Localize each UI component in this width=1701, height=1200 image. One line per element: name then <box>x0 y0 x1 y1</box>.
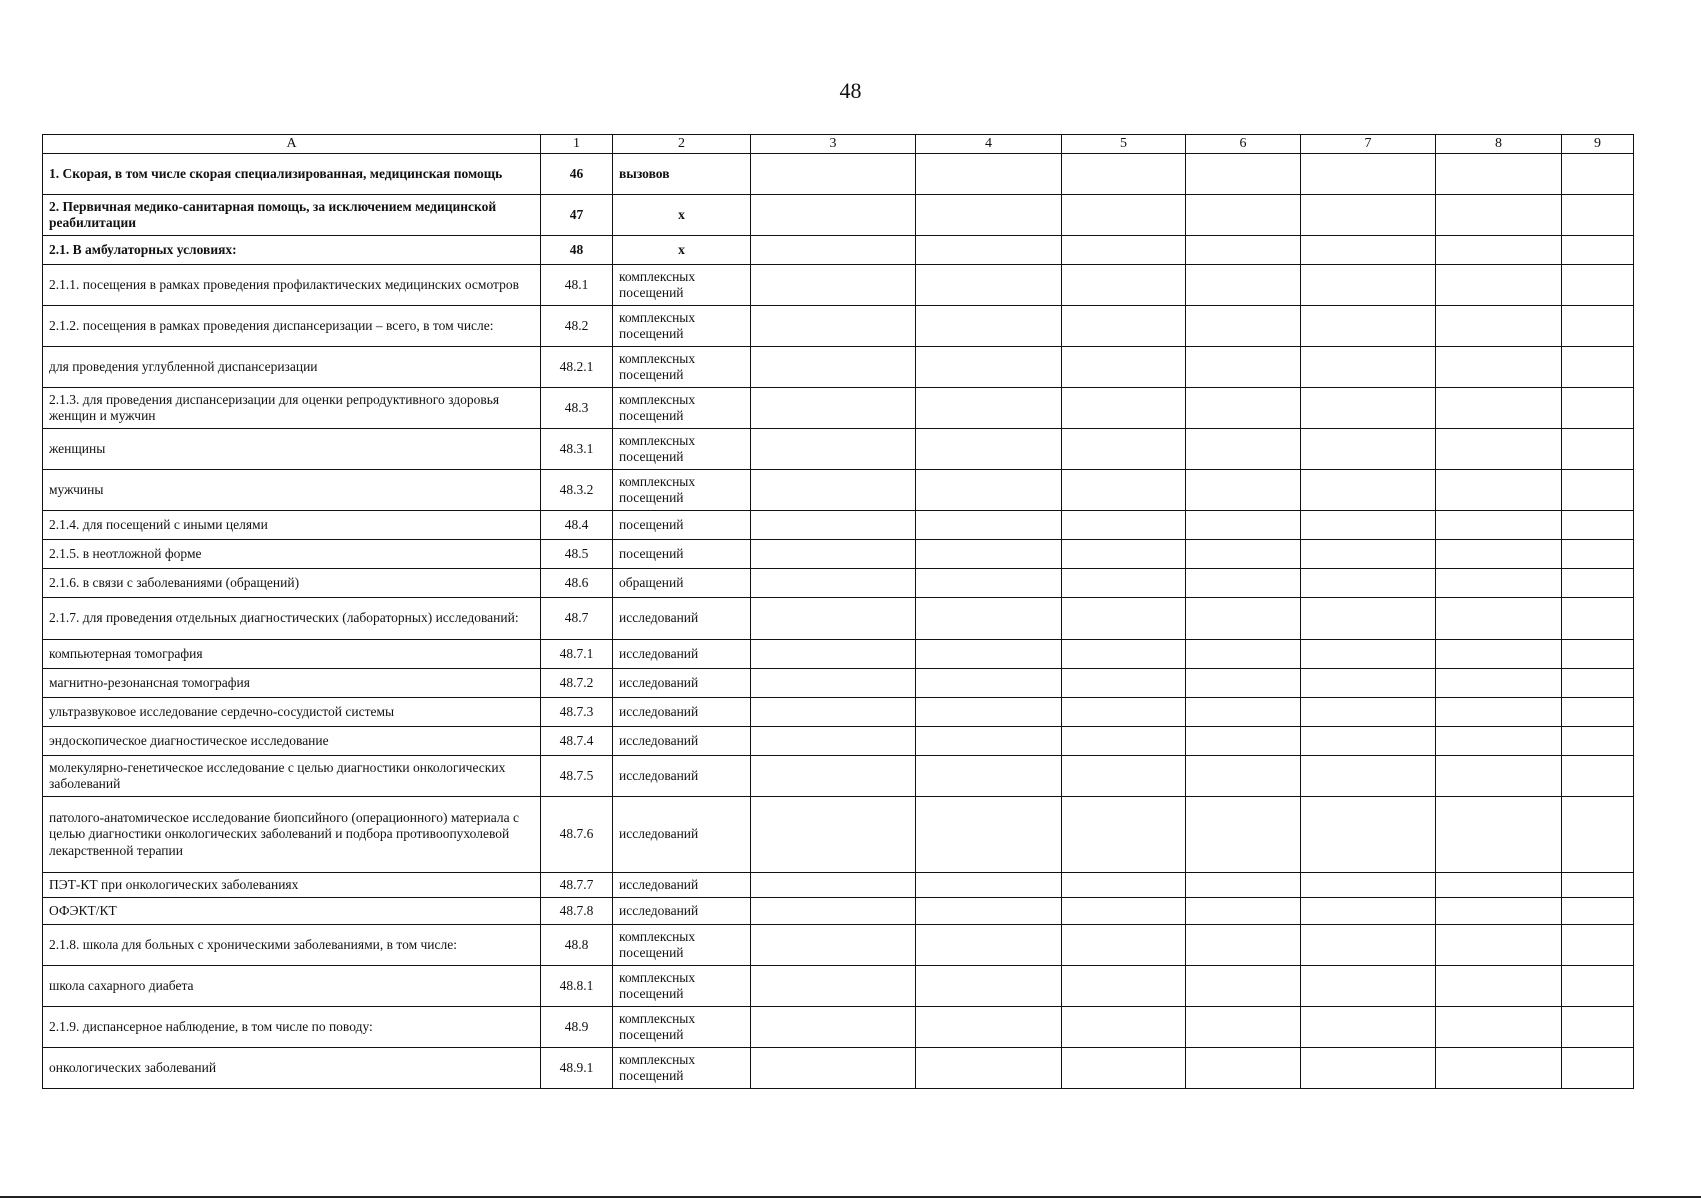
empty-cell-col-8[interactable] <box>1436 511 1562 540</box>
empty-cell-col-6[interactable] <box>1186 429 1301 470</box>
row-code: 48.2.1 <box>541 347 613 388</box>
table-row <box>43 598 1634 640</box>
empty-cell-col-9[interactable] <box>1562 388 1634 429</box>
empty-cell-col-9[interactable] <box>1562 966 1634 1007</box>
row-code: 48.9.1 <box>541 1048 613 1089</box>
empty-cell-col-4[interactable] <box>916 727 1062 756</box>
report-table <box>42 134 1634 1089</box>
empty-cell-col-7[interactable] <box>1301 470 1436 511</box>
empty-cell-col-8[interactable] <box>1436 265 1562 306</box>
empty-cell-col-6[interactable] <box>1186 265 1301 306</box>
row-label: мужчины <box>43 470 541 511</box>
row-label: молекулярно-генетическое исследование с целью диагностики онкологических заболеваний <box>43 756 541 797</box>
empty-cell-col-5[interactable] <box>1062 898 1186 925</box>
empty-cell-col-5[interactable] <box>1062 154 1186 195</box>
empty-cell-col-5[interactable] <box>1062 598 1186 640</box>
empty-cell-col-7[interactable] <box>1301 154 1436 195</box>
row-code: 48.7.2 <box>541 669 613 698</box>
row-label: онкологических заболеваний <box>43 1048 541 1089</box>
empty-cell-col-7[interactable] <box>1301 540 1436 569</box>
row-code: 48.6 <box>541 569 613 598</box>
empty-cell-col-9[interactable] <box>1562 195 1634 236</box>
table-row <box>43 429 1634 470</box>
empty-cell-col-8[interactable] <box>1436 388 1562 429</box>
empty-cell-col-7[interactable] <box>1301 195 1436 236</box>
row-unit: исследований <box>613 698 751 727</box>
empty-cell-col-8[interactable] <box>1436 640 1562 669</box>
empty-cell-col-8[interactable] <box>1436 873 1562 898</box>
row-code: 48.9 <box>541 1007 613 1048</box>
empty-cell-col-5[interactable] <box>1062 569 1186 598</box>
empty-cell-col-8[interactable] <box>1436 898 1562 925</box>
empty-cell-col-9[interactable] <box>1562 797 1634 873</box>
row-code: 48.7 <box>541 598 613 640</box>
empty-cell-col-8[interactable] <box>1436 966 1562 1007</box>
empty-cell-col-5[interactable] <box>1062 429 1186 470</box>
empty-cell-col-5[interactable] <box>1062 698 1186 727</box>
empty-cell-col-3[interactable] <box>751 265 916 306</box>
table-body <box>43 154 1634 1089</box>
empty-cell-col-4[interactable] <box>916 236 1062 265</box>
row-unit: х <box>613 236 751 265</box>
empty-cell-col-4[interactable] <box>916 1048 1062 1089</box>
empty-cell-col-3[interactable] <box>751 640 916 669</box>
row-code: 48.7.8 <box>541 898 613 925</box>
row-unit: комплексных посещений <box>613 925 751 966</box>
row-code: 48.7.1 <box>541 640 613 669</box>
row-code: 48.7.7 <box>541 873 613 898</box>
row-unit: комплексных посещений <box>613 265 751 306</box>
row-unit: комплексных посещений <box>613 1007 751 1048</box>
row-unit: посещений <box>613 540 751 569</box>
empty-cell-col-7[interactable] <box>1301 236 1436 265</box>
column-header-3: 3 <box>751 135 916 154</box>
empty-cell-col-7[interactable] <box>1301 347 1436 388</box>
empty-cell-col-7[interactable] <box>1301 966 1436 1007</box>
empty-cell-col-3[interactable] <box>751 154 916 195</box>
column-header-8: 8 <box>1436 135 1562 154</box>
row-label: 1. Скорая, в том числе скорая специализированная, медицинская помощь <box>43 154 541 195</box>
row-unit: исследований <box>613 797 751 873</box>
empty-cell-col-5[interactable] <box>1062 388 1186 429</box>
empty-cell-col-8[interactable] <box>1436 569 1562 598</box>
bottom-rule <box>0 1196 1701 1198</box>
empty-cell-col-5[interactable] <box>1062 925 1186 966</box>
empty-cell-col-6[interactable] <box>1186 925 1301 966</box>
column-header-1: 1 <box>541 135 613 154</box>
row-unit: исследований <box>613 873 751 898</box>
table-row <box>43 1007 1634 1048</box>
empty-cell-col-9[interactable] <box>1562 429 1634 470</box>
empty-cell-col-9[interactable] <box>1562 698 1634 727</box>
empty-cell-col-3[interactable] <box>751 236 916 265</box>
table-row <box>43 236 1634 265</box>
empty-cell-col-8[interactable] <box>1436 154 1562 195</box>
empty-cell-col-7[interactable] <box>1301 640 1436 669</box>
row-unit: комплексных посещений <box>613 966 751 1007</box>
empty-cell-col-3[interactable] <box>751 1007 916 1048</box>
column-header-4: 4 <box>916 135 1062 154</box>
empty-cell-col-7[interactable] <box>1301 429 1436 470</box>
empty-cell-col-8[interactable] <box>1436 306 1562 347</box>
empty-cell-col-3[interactable] <box>751 511 916 540</box>
empty-cell-col-8[interactable] <box>1436 727 1562 756</box>
empty-cell-col-3[interactable] <box>751 898 916 925</box>
empty-cell-col-5[interactable] <box>1062 727 1186 756</box>
table-row <box>43 873 1634 898</box>
column-header-7: 7 <box>1301 135 1436 154</box>
row-unit: исследований <box>613 727 751 756</box>
empty-cell-col-3[interactable] <box>751 873 916 898</box>
empty-cell-col-6[interactable] <box>1186 698 1301 727</box>
empty-cell-col-3[interactable] <box>751 698 916 727</box>
row-label: 2.1.3. для проведения диспансеризации для оценки репродуктивного здоровья женщин и мужчин <box>43 388 541 429</box>
empty-cell-col-5[interactable] <box>1062 873 1186 898</box>
empty-cell-col-7[interactable] <box>1301 265 1436 306</box>
empty-cell-col-4[interactable] <box>916 511 1062 540</box>
empty-cell-col-3[interactable] <box>751 797 916 873</box>
row-code: 48.3.1 <box>541 429 613 470</box>
empty-cell-col-3[interactable] <box>751 540 916 569</box>
empty-cell-col-8[interactable] <box>1436 429 1562 470</box>
table-row <box>43 898 1634 925</box>
row-unit: вызовов <box>613 154 751 195</box>
empty-cell-col-7[interactable] <box>1301 873 1436 898</box>
row-label: ОФЭКТ/КТ <box>43 898 541 925</box>
empty-cell-col-4[interactable] <box>916 925 1062 966</box>
empty-cell-col-7[interactable] <box>1301 1048 1436 1089</box>
empty-cell-col-8[interactable] <box>1436 540 1562 569</box>
row-label: 2.1.2. посещения в рамках проведения диспансеризации – всего, в том числе: <box>43 306 541 347</box>
empty-cell-col-5[interactable] <box>1062 640 1186 669</box>
empty-cell-col-6[interactable] <box>1186 598 1301 640</box>
empty-cell-col-9[interactable] <box>1562 306 1634 347</box>
row-label: патолого-анатомическое исследование биопсийного (операционного) материала с целью диагностики онкологических заболеваний и подбора противоопухолевой лекарственной терапии <box>43 797 541 873</box>
empty-cell-col-3[interactable] <box>751 429 916 470</box>
row-label: школа сахарного диабета <box>43 966 541 1007</box>
empty-cell-col-5[interactable] <box>1062 195 1186 236</box>
row-unit: х <box>613 195 751 236</box>
empty-cell-col-7[interactable] <box>1301 598 1436 640</box>
empty-cell-col-6[interactable] <box>1186 511 1301 540</box>
empty-cell-col-8[interactable] <box>1436 470 1562 511</box>
row-label: ультразвуковое исследование сердечно-сосудистой системы <box>43 698 541 727</box>
row-code: 48.8.1 <box>541 966 613 1007</box>
empty-cell-col-6[interactable] <box>1186 540 1301 569</box>
empty-cell-col-9[interactable] <box>1562 511 1634 540</box>
row-code: 48 <box>541 236 613 265</box>
row-label: 2. Первичная медико-санитарная помощь, за исключением медицинской реабилитации <box>43 195 541 236</box>
empty-cell-col-6[interactable] <box>1186 470 1301 511</box>
row-unit: комплексных посещений <box>613 388 751 429</box>
table-row <box>43 966 1634 1007</box>
empty-cell-col-3[interactable] <box>751 569 916 598</box>
empty-cell-col-4[interactable] <box>916 873 1062 898</box>
row-label: магнитно-резонансная томография <box>43 669 541 698</box>
empty-cell-col-4[interactable] <box>916 347 1062 388</box>
table-row <box>43 306 1634 347</box>
empty-cell-col-9[interactable] <box>1562 598 1634 640</box>
row-code: 48.7.5 <box>541 756 613 797</box>
row-code: 48.1 <box>541 265 613 306</box>
row-label: 2.1.4. для посещений с иными целями <box>43 511 541 540</box>
row-label: 2.1.1. посещения в рамках проведения профилактических медицинских осмотров <box>43 265 541 306</box>
empty-cell-col-9[interactable] <box>1562 925 1634 966</box>
empty-cell-col-6[interactable] <box>1186 306 1301 347</box>
empty-cell-col-6[interactable] <box>1186 640 1301 669</box>
row-code: 48.4 <box>541 511 613 540</box>
empty-cell-col-4[interactable] <box>916 797 1062 873</box>
table-row <box>43 756 1634 797</box>
empty-cell-col-8[interactable] <box>1436 1007 1562 1048</box>
column-header-6: 6 <box>1186 135 1301 154</box>
table-row <box>43 698 1634 727</box>
empty-cell-col-6[interactable] <box>1186 756 1301 797</box>
empty-cell-col-9[interactable] <box>1562 569 1634 598</box>
row-code: 48.8 <box>541 925 613 966</box>
row-label: ПЭТ-КТ при онкологических заболеваниях <box>43 873 541 898</box>
empty-cell-col-4[interactable] <box>916 898 1062 925</box>
table-row <box>43 470 1634 511</box>
empty-cell-col-7[interactable] <box>1301 306 1436 347</box>
table-row <box>43 540 1634 569</box>
column-header-5: 5 <box>1062 135 1186 154</box>
empty-cell-col-6[interactable] <box>1186 898 1301 925</box>
empty-cell-col-6[interactable] <box>1186 727 1301 756</box>
row-unit: комплексных посещений <box>613 347 751 388</box>
empty-cell-col-3[interactable] <box>751 306 916 347</box>
table-row <box>43 640 1634 669</box>
empty-cell-col-7[interactable] <box>1301 925 1436 966</box>
empty-cell-col-4[interactable] <box>916 569 1062 598</box>
row-unit: комплексных посещений <box>613 470 751 511</box>
empty-cell-col-4[interactable] <box>916 470 1062 511</box>
table-row <box>43 511 1634 540</box>
empty-cell-col-4[interactable] <box>916 540 1062 569</box>
table-row <box>43 925 1634 966</box>
empty-cell-col-9[interactable] <box>1562 1007 1634 1048</box>
column-header-a: А <box>43 135 541 154</box>
empty-cell-col-5[interactable] <box>1062 470 1186 511</box>
empty-cell-col-9[interactable] <box>1562 470 1634 511</box>
empty-cell-col-6[interactable] <box>1186 347 1301 388</box>
empty-cell-col-9[interactable] <box>1562 756 1634 797</box>
row-unit: обращений <box>613 569 751 598</box>
empty-cell-col-3[interactable] <box>751 470 916 511</box>
empty-cell-col-9[interactable] <box>1562 265 1634 306</box>
empty-cell-col-4[interactable] <box>916 429 1062 470</box>
empty-cell-col-8[interactable] <box>1436 1048 1562 1089</box>
table-header <box>43 135 1634 154</box>
empty-cell-col-7[interactable] <box>1301 898 1436 925</box>
empty-cell-col-7[interactable] <box>1301 756 1436 797</box>
empty-cell-col-3[interactable] <box>751 347 916 388</box>
row-label: компьютерная томография <box>43 640 541 669</box>
empty-cell-col-4[interactable] <box>916 966 1062 1007</box>
empty-cell-col-6[interactable] <box>1186 797 1301 873</box>
row-unit: исследований <box>613 669 751 698</box>
row-code: 48.7.3 <box>541 698 613 727</box>
empty-cell-col-6[interactable] <box>1186 669 1301 698</box>
empty-cell-col-7[interactable] <box>1301 727 1436 756</box>
empty-cell-col-4[interactable] <box>916 306 1062 347</box>
row-label: женщины <box>43 429 541 470</box>
empty-cell-col-8[interactable] <box>1436 797 1562 873</box>
empty-cell-col-7[interactable] <box>1301 1007 1436 1048</box>
table-row <box>43 669 1634 698</box>
row-unit: комплексных посещений <box>613 429 751 470</box>
empty-cell-col-3[interactable] <box>751 1048 916 1089</box>
table-row <box>43 569 1634 598</box>
table-row <box>43 195 1634 236</box>
table-row <box>43 727 1634 756</box>
empty-cell-col-6[interactable] <box>1186 195 1301 236</box>
row-code: 47 <box>541 195 613 236</box>
empty-cell-col-7[interactable] <box>1301 797 1436 873</box>
empty-cell-col-5[interactable] <box>1062 540 1186 569</box>
empty-cell-col-9[interactable] <box>1562 154 1634 195</box>
row-label: 2.1.7. для проведения отдельных диагностических (лабораторных) исследований: <box>43 598 541 640</box>
row-code: 48.7.4 <box>541 727 613 756</box>
table-row <box>43 797 1634 873</box>
empty-cell-col-4[interactable] <box>916 195 1062 236</box>
empty-cell-col-8[interactable] <box>1436 195 1562 236</box>
table-row <box>43 154 1634 195</box>
empty-cell-col-9[interactable] <box>1562 236 1634 265</box>
row-unit: исследований <box>613 898 751 925</box>
empty-cell-col-6[interactable] <box>1186 154 1301 195</box>
row-code: 48.3 <box>541 388 613 429</box>
empty-cell-col-8[interactable] <box>1436 698 1562 727</box>
row-code: 48.7.6 <box>541 797 613 873</box>
empty-cell-col-4[interactable] <box>916 265 1062 306</box>
empty-cell-col-6[interactable] <box>1186 966 1301 1007</box>
empty-cell-col-4[interactable] <box>916 756 1062 797</box>
row-label: 2.1. В амбулаторных условиях: <box>43 236 541 265</box>
row-unit: исследований <box>613 756 751 797</box>
empty-cell-col-3[interactable] <box>751 756 916 797</box>
empty-cell-col-9[interactable] <box>1562 540 1634 569</box>
empty-cell-col-6[interactable] <box>1186 1007 1301 1048</box>
row-code: 48.2 <box>541 306 613 347</box>
row-unit: исследований <box>613 640 751 669</box>
empty-cell-col-8[interactable] <box>1436 925 1562 966</box>
row-label: эндоскопическое диагностическое исследование <box>43 727 541 756</box>
empty-cell-col-5[interactable] <box>1062 1048 1186 1089</box>
empty-cell-col-5[interactable] <box>1062 669 1186 698</box>
empty-cell-col-5[interactable] <box>1062 1007 1186 1048</box>
row-unit: посещений <box>613 511 751 540</box>
page-number: 48 <box>839 78 862 103</box>
empty-cell-col-9[interactable] <box>1562 727 1634 756</box>
row-label: для проведения углубленной диспансеризации <box>43 347 541 388</box>
empty-cell-col-3[interactable] <box>751 966 916 1007</box>
empty-cell-col-4[interactable] <box>916 1007 1062 1048</box>
empty-cell-col-4[interactable] <box>916 669 1062 698</box>
empty-cell-col-9[interactable] <box>1562 640 1634 669</box>
empty-cell-col-3[interactable] <box>751 598 916 640</box>
row-label: 2.1.5. в неотложной форме <box>43 540 541 569</box>
empty-cell-col-5[interactable] <box>1062 306 1186 347</box>
empty-cell-col-5[interactable] <box>1062 797 1186 873</box>
empty-cell-col-5[interactable] <box>1062 265 1186 306</box>
empty-cell-col-6[interactable] <box>1186 236 1301 265</box>
empty-cell-col-7[interactable] <box>1301 388 1436 429</box>
empty-cell-col-4[interactable] <box>916 598 1062 640</box>
table-row <box>43 1048 1634 1089</box>
empty-cell-col-9[interactable] <box>1562 669 1634 698</box>
empty-cell-col-7[interactable] <box>1301 511 1436 540</box>
empty-cell-col-4[interactable] <box>916 154 1062 195</box>
empty-cell-col-8[interactable] <box>1436 347 1562 388</box>
empty-cell-col-6[interactable] <box>1186 873 1301 898</box>
empty-cell-col-7[interactable] <box>1301 569 1436 598</box>
column-header-2: 2 <box>613 135 751 154</box>
row-unit: комплексных посещений <box>613 1048 751 1089</box>
empty-cell-col-4[interactable] <box>916 640 1062 669</box>
empty-cell-col-9[interactable] <box>1562 873 1634 898</box>
empty-cell-col-3[interactable] <box>751 669 916 698</box>
empty-cell-col-7[interactable] <box>1301 669 1436 698</box>
empty-cell-col-6[interactable] <box>1186 388 1301 429</box>
empty-cell-col-8[interactable] <box>1436 236 1562 265</box>
empty-cell-col-4[interactable] <box>916 698 1062 727</box>
empty-cell-col-6[interactable] <box>1186 1048 1301 1089</box>
empty-cell-col-3[interactable] <box>751 195 916 236</box>
row-label: 2.1.6. в связи с заболеваниями (обращений) <box>43 569 541 598</box>
row-unit: исследований <box>613 598 751 640</box>
empty-cell-col-8[interactable] <box>1436 756 1562 797</box>
table-row <box>43 347 1634 388</box>
empty-cell-col-9[interactable] <box>1562 347 1634 388</box>
table-row <box>43 388 1634 429</box>
column-header-9: 9 <box>1562 135 1634 154</box>
empty-cell-col-6[interactable] <box>1186 569 1301 598</box>
empty-cell-col-3[interactable] <box>751 388 916 429</box>
row-code: 48.3.2 <box>541 470 613 511</box>
empty-cell-col-5[interactable] <box>1062 236 1186 265</box>
row-label: 2.1.8. школа для больных с хроническими заболеваниями, в том числе: <box>43 925 541 966</box>
empty-cell-col-5[interactable] <box>1062 756 1186 797</box>
row-label: 2.1.9. диспансерное наблюдение, в том числе по поводу: <box>43 1007 541 1048</box>
empty-cell-col-3[interactable] <box>751 925 916 966</box>
empty-cell-col-3[interactable] <box>751 727 916 756</box>
empty-cell-col-5[interactable] <box>1062 347 1186 388</box>
row-unit: комплексных посещений <box>613 306 751 347</box>
empty-cell-col-8[interactable] <box>1436 598 1562 640</box>
empty-cell-col-5[interactable] <box>1062 966 1186 1007</box>
empty-cell-col-7[interactable] <box>1301 698 1436 727</box>
row-code: 48.5 <box>541 540 613 569</box>
row-code: 46 <box>541 154 613 195</box>
empty-cell-col-5[interactable] <box>1062 511 1186 540</box>
empty-cell-col-9[interactable] <box>1562 1048 1634 1089</box>
table-row <box>43 265 1634 306</box>
empty-cell-col-4[interactable] <box>916 388 1062 429</box>
empty-cell-col-9[interactable] <box>1562 898 1634 925</box>
empty-cell-col-8[interactable] <box>1436 669 1562 698</box>
